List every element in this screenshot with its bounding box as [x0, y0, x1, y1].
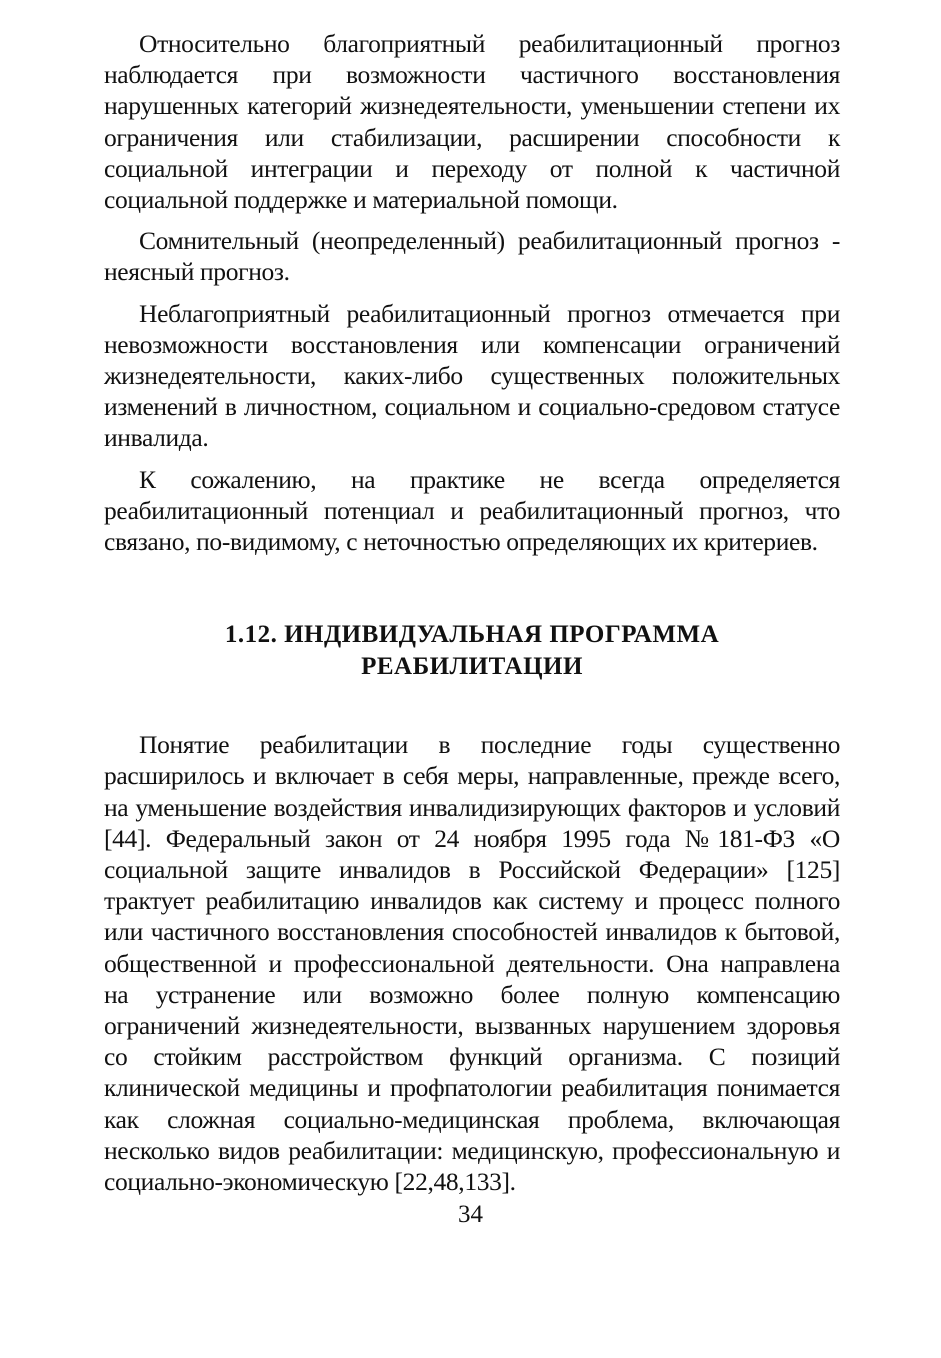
paragraph-regret-note: К сожалению, на практике не всегда определяется реабилитационный потенциал и реабилитационный прогноз, что связано, по-видимому, с неточностью определяющих их критериев.	[104, 464, 840, 557]
section-heading	[104, 619, 840, 683]
paragraph-favorable-prognosis: Относительно благоприятный реабилитационный прогноз наблюдается при возможности частичного восстановления нарушенных категорий жизнедеятельности, уменьшении степени их ограничения или стабилизации, расширении способности к социальной интеграции и переходу от полной к частичной социальной поддержке и материальной помощи.	[104, 29, 840, 215]
section-heading-line1: 1.12. ИНДИВИДУАЛЬНАЯ ПРОГРАММА	[224, 621, 720, 649]
paragraph-doubtful-prognosis: Сомнительный (неопределенный) реабилитационный прогноз - неясный прогноз.	[104, 226, 840, 287]
page-number: 34	[458, 1201, 483, 1228]
spacer	[104, 683, 840, 729]
spacer	[104, 567, 840, 619]
page-body	[104, 28, 840, 1207]
section-heading-line2: РЕАБИЛИТАЦИИ	[361, 653, 583, 681]
paragraph-unfavorable-prognosis: Неблагоприятный реабилитационный прогноз отмечается при невозможности восстановления или компенсации ограничений жизнедеятельности, каких-либо существенных положительных изменений в личностном, социальном и социально-средовом статусе инвалида.	[104, 298, 840, 453]
paragraph-rehabilitation-concept: Понятие реабилитации в последние годы существенно расширилось и включает в себя меры, направленные, прежде всего, на уменьшение воздействия инвалидизирующих факторов и условий [44]. Федеральный закон от 24 ноября 1995 года №181-ФЗ «О социальной защите инвалидов в Российской Федерации» [125] трактует реабилитацию инвалидов как систему и процесс полного или частичного восстановления способностей инвалидов к бытовой, общественной и профессиональной деятельности. Она направлена на устранение или возможно более полную компенсацию ограничений жизнедеятельности, вызванных нарушением здоровья со стойким расстройством функций организма. С позиций клинической медицины и профпатологии реабилитация понимается как сложная социально-медицинская проблема, включающая несколько видов реабилитации: медицинскую, профессиональную и социально-экономическую [22,48,133].	[104, 730, 840, 1197]
